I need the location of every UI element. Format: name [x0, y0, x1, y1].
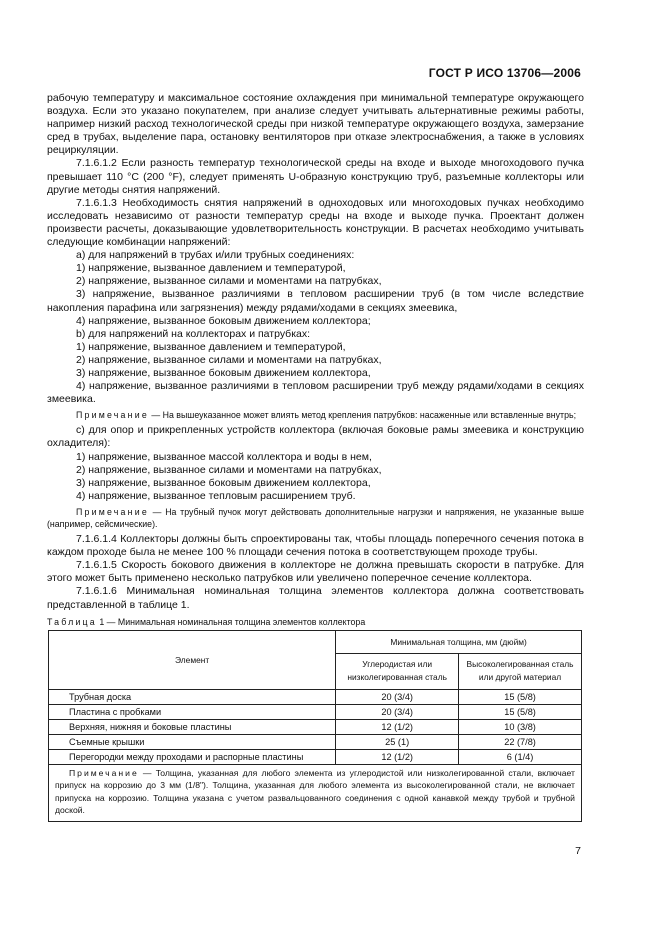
note-label: Примечание: [76, 506, 149, 517]
cell-element: Перегородки между проходами и распорные пластины: [49, 749, 336, 764]
table-caption: [47, 617, 584, 627]
table-note: [49, 764, 582, 821]
paragraph-7-1-6-1-6: 7.1.6.1.6 Минимальная номинальная толщина элементов коллектора должна соответствовать представленной в таблице 1.: [47, 585, 584, 611]
header-carbon-steel: Углеродистая или низколегированная сталь: [336, 654, 459, 690]
paragraph-continued: рабочую температуру и максимальное состояние охлаждения при минимальной температуре окружающего воздуха. Если это указано покупателем, при анализе следует учитывать альтернативные режимы работы, например низкий расход технологической среды при низкой температуре окружающего воздуха, замерзание сред в трубах, выделение пара, остановку вентиляторов при отказе электроснабжения, а также в условиях рециркуляции.: [47, 92, 584, 157]
list-item: 4) напряжение, вызванное боковым движением коллектора;: [76, 314, 371, 327]
cell-alloy: 6 (1/4): [459, 749, 582, 764]
list-item: 2) напряжение, вызванное силами и моментами на патрубках,: [76, 275, 382, 288]
list-item: 3) напряжение, вызванное боковым движением коллектора,: [76, 476, 371, 489]
cell-element: Пластина с пробками: [49, 704, 336, 719]
cell-carbon: 12 (1/2): [336, 719, 459, 734]
list-item: 4) напряжение, вызванное тепловым расширением труб.: [76, 489, 356, 502]
list-item: 2) напряжение, вызванное силами и моментами на патрубках,: [76, 463, 382, 476]
page-number: 7: [575, 845, 581, 857]
document-header: ГОСТ Р ИСО 13706—2006: [428, 66, 581, 80]
list-item: 4) напряжение, вызванное различиями в тепловом расширении труб между рядами/ходами в секциях змеевика.: [47, 380, 584, 406]
cell-element: Съемные крышки: [49, 734, 336, 749]
header-alloy-steel: Высоколегированная сталь или другой материал: [459, 654, 582, 690]
cell-alloy: 22 (7/8): [459, 734, 582, 749]
cell-alloy: 15 (5/8): [459, 689, 582, 704]
list-item: 2) напряжение, вызванное силами и моментами на патрубках,: [76, 353, 382, 366]
note-text: — На трубный пучок могут действовать дополнительные нагрузки и напряжения, не указанные выше (например, сейсмические).: [47, 506, 584, 529]
paragraph-7-1-6-1-3: 7.1.6.1.3 Необходимость снятия напряжений в одноходовых или многоходовых пучках необходимо исследовать независимо от разности температур среды на входе и выходе пучка. Проектант должен произвести расчеты, доказывающие удовлетворительность конструкции. В расчетах необходимо учитывать следующие комбинации напряжений:: [47, 196, 584, 249]
cell-carbon: 25 (1): [336, 734, 459, 749]
cell-alloy: 15 (5/8): [459, 704, 582, 719]
table-row: [49, 719, 582, 734]
cell-carbon: 20 (3/4): [336, 689, 459, 704]
table-row: [49, 734, 582, 749]
cell-carbon: 20 (3/4): [336, 704, 459, 719]
cell-alloy: 10 (3/8): [459, 719, 582, 734]
cell-element: Верхняя, нижняя и боковые пластины: [49, 719, 336, 734]
list-item: a) для напряжений в трубах и/или трубных соединениях:: [76, 249, 355, 262]
header-element: Элемент: [49, 630, 336, 689]
header-min-thickness: Минимальная толщина, мм (дюйм): [336, 630, 582, 653]
table-row: [49, 689, 582, 704]
paragraph-7-1-6-1-4: 7.1.6.1.4 Коллекторы должны быть спроектированы так, чтобы площадь поперечного сечения потока в каждом проходе была не менее 100 % площади сечения потока в соответствующем проходе трубы.: [47, 533, 584, 559]
list-item: c) для опор и прикрепленных устройств коллектора (включая боковые рамы змеевика и конструкцию охладителя):: [47, 424, 584, 450]
list-item: 1) напряжение, вызванное давлением и температурой,: [76, 262, 346, 275]
list-item: b) для напряжений на коллекторах и патрубках:: [76, 327, 311, 340]
cell-element: Трубная доска: [49, 689, 336, 704]
note-1: [47, 409, 584, 421]
body-text: [47, 92, 584, 822]
list-item: 3) напряжение, вызванное различиями в тепловом расширении труб (в том числе вследствие накопления парафина или загрязнения) между рядами/ходами в секциях змеевика,: [47, 288, 584, 314]
table-row: [49, 704, 582, 719]
note-label: Примечание: [76, 410, 149, 421]
thickness-table: [48, 630, 582, 822]
list-item: 1) напряжение, вызванное массой коллектора и воды в нем,: [76, 450, 372, 463]
table-note-label: Примечание: [69, 767, 139, 778]
list-item: 1) напряжение, вызванное давлением и температурой,: [76, 340, 346, 353]
paragraph-7-1-6-1-5: 7.1.6.1.5 Скорость бокового движения в коллекторе не должна превышать скорости в патрубке. Для этого может быть применено несколько патрубков или увеличено поперечное сечение коллектора.: [47, 559, 584, 585]
table-caption-label: Таблица: [47, 616, 97, 627]
note-2: [47, 506, 584, 530]
paragraph-7-1-6-1-2: 7.1.6.1.2 Если разность температур технологической среды на входе и выходе многоходового пучка превышает 110 °C (200 °F), следует применять U-образную конструкцию труб, разъемные коллекторы или другие методы снятия напряжений.: [47, 157, 584, 196]
table-row: [49, 749, 582, 764]
table-note-text: — Толщина, указанная для любого элемента из углеродистой или низколегированной стали, включает припуск на коррозию до 3 мм (1/8"). Толщина, указанная для любого элемента из высоколегированной стали, не включает припуска на коррозию. Толщина указана с учетом развальцованного соединения с одной канавкой между трубой и трубной доской.: [55, 767, 575, 816]
cell-carbon: 12 (1/2): [336, 749, 459, 764]
note-text: — На вышеуказанное может влиять метод крепления патрубков: насаженные или вставленные внутрь;: [148, 410, 577, 421]
list-item: 3) напряжение, вызванное боковым движением коллектора,: [76, 366, 371, 379]
table-caption-text: 1 — Минимальная номинальная толщина элементов коллектора: [96, 616, 366, 627]
